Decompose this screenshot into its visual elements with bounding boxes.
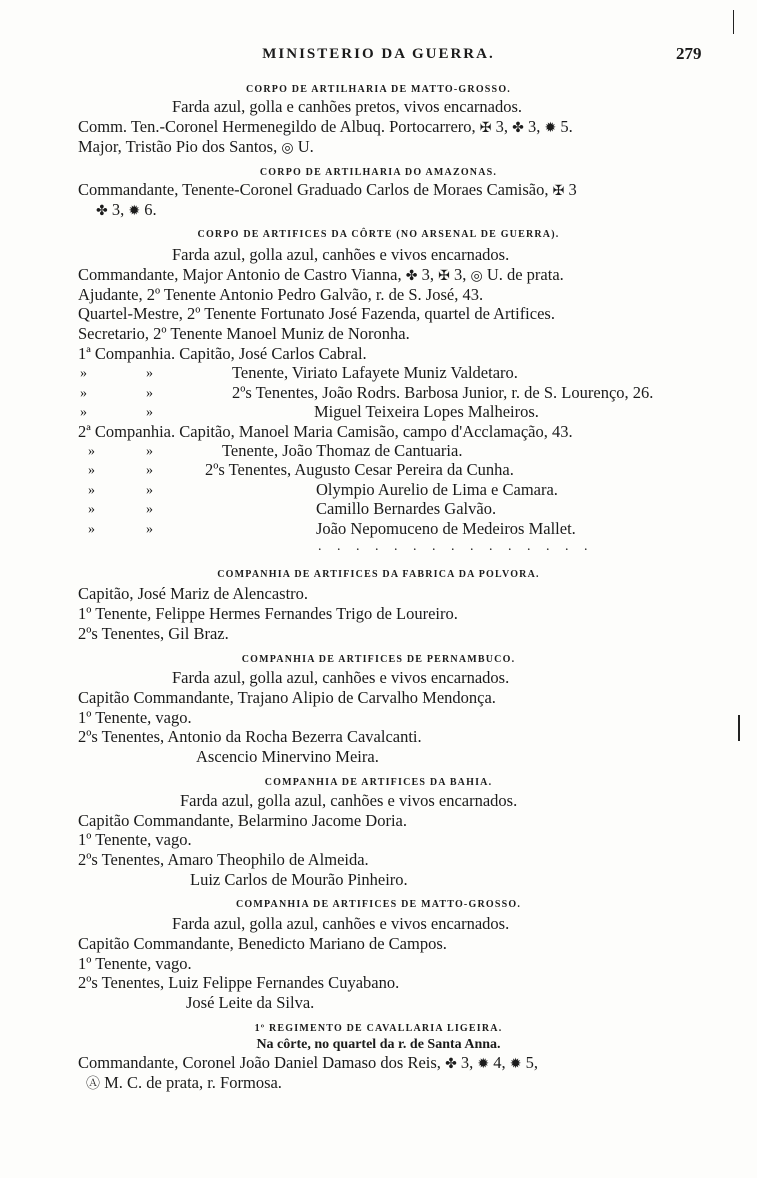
text-span: M. C. de prata, r. Formosa. [104,1073,282,1092]
text-line: Luiz Carlos de Mourão Pinheiro. [190,870,408,889]
text-line: 2ºs Tenentes, Amaro Theophilo de Almeida. [78,850,369,869]
ditto-mark: » [146,463,153,478]
rose-icon: ✤ [445,1057,457,1072]
text-span: Commandante, Major Antonio de Castro Vianna, [78,265,402,284]
page-number: 279 [676,44,702,63]
section-title: COMPANHIA DE ARTIFICES DE MATTO-GROSSO. [235,899,522,910]
ditto-mark: » [146,366,153,381]
section-title: COMPANHIA DE ARTIFICES DE PERNAMBUCO. [241,654,516,665]
uniform-line: Farda azul, golla azul, canhões e vivos encarnados. [172,668,510,687]
text-line [96,200,157,220]
text-span: 4, [493,1053,506,1072]
ditto-mark: » [88,483,95,498]
text-span: Major, Tristão Pio dos Santos, [78,137,278,156]
text-span: 3, [495,117,509,136]
text-span: U. [297,137,314,156]
text-line: 2ºs Tenentes, Augusto Cesar Pereira da Cunha. [205,460,514,479]
text-line: 1º Tenente, vago. [78,830,192,849]
text-span: 3, [460,1053,474,1072]
ditto-mark: » [146,483,153,498]
ditto-mark: » [146,502,153,517]
dotted-divider: . . . . . . . . . . . . . . . [318,539,594,554]
ditto-mark: » [80,366,87,381]
ditto-mark: » [146,444,153,459]
rose-icon: ✤ [512,121,524,136]
section-title: 1º REGIMENTO DE CAVALLARIA LIGEIRA. [254,1023,503,1034]
text-line: 1º Tenente, vago. [78,708,192,727]
section-title: CORPO DE ARTIFICES DA CÔRTE (NO ARSENAL DE GUERRA). [197,229,560,240]
text-line: Capitão Commandante, Belarmino Jacome Doria. [78,811,407,830]
cross-icon: ✠ [552,184,565,199]
text-span: 5. [560,117,573,136]
text-span: 3 [568,180,577,199]
text-line: Tenente, João Thomaz de Cantuaria. [222,441,463,460]
star-icon: ✹ [509,1057,522,1072]
text-span: U. de prata. [486,265,564,284]
text-line: Ajudante, 2º Tenente Antonio Pedro Galvão, r. de S. José, 43. [78,285,484,304]
text-line: 2ª Companhia. Capitão, Manoel Maria Camisão, campo d'Acclamação, 43. [78,422,573,441]
rose-icon: ✤ [96,204,108,219]
text-line [78,117,573,137]
text-line: 2ºs Tenentes, Luiz Felippe Fernandes Cuyabano. [78,973,400,992]
star-icon: ✹ [128,204,141,219]
text-line [78,1053,538,1073]
text-line [78,137,314,157]
ditto-mark: » [88,463,95,478]
text-line: 2ºs Tenentes, João Rodrs. Barbosa Junior, r. de S. Lourenço, 26. [232,383,654,402]
star-icon: ✹ [544,121,557,136]
circled-a-icon: Ⓐ [86,1077,100,1092]
running-title: MINISTERIO DA GUERRA. [262,46,495,62]
text-line: Capitão Commandante, Trajano Alipio de Carvalho Mendonça. [78,688,496,707]
text-span: 5, [525,1053,539,1072]
text-span: 3, [111,200,125,219]
text-line: Camillo Bernardes Galvão. [316,499,497,518]
text-line: Tenente, Viriato Lafayete Muniz Valdetaro. [232,363,518,382]
uniform-line: Farda azul, golla azul, canhões e vivos encarnados. [172,245,510,264]
uniform-line: Farda azul, golla azul, canhões e vivos encarnados. [180,791,518,810]
section-subtitle: Na côrte, no quartel da r. de Santa Anna. [256,1037,501,1052]
star-icon: ✹ [477,1057,490,1072]
text-span: Commandante, Coronel João Daniel Damaso dos Reis, [78,1053,441,1072]
margin-mark [738,715,740,741]
ditto-mark: » [80,405,87,420]
text-span: 3, [421,265,434,284]
text-line: José Leite da Silva. [186,993,315,1012]
ring-icon: ◎ [281,141,294,156]
text-span: 3, [453,265,467,284]
rose-icon: ✤ [405,269,418,284]
section-title: CORPO DE ARTILHARIA DO AMAZONAS. [259,167,498,178]
ditto-mark: » [146,405,153,420]
text-line [78,265,564,285]
text-line: 2ºs Tenentes, Antonio da Rocha Bezerra Cavalcanti. [78,727,422,746]
text-line: Capitão, José Mariz de Alencastro. [78,584,309,603]
text-line: 1º Tenente, Felippe Hermes Fernandes Trigo de Loureiro. [78,604,458,623]
text-line: Olympio Aurelio de Lima e Camara. [316,480,558,499]
margin-mark [733,10,734,34]
text-span: 6. [144,200,157,219]
section-title: COMPANHIA DE ARTIFICES DA BAHIA. [264,777,493,788]
ring-icon: ◎ [470,269,483,284]
text-line [78,180,577,200]
ditto-mark: » [88,444,95,459]
ditto-mark: » [88,522,95,537]
text-span: 3, [528,117,541,136]
ditto-mark: » [146,522,153,537]
text-span: Commandante, Tenente-Coronel Graduado Carlos de Moraes Camisão, [78,180,549,199]
ditto-mark: » [80,386,87,401]
text-line: Miguel Teixeira Lopes Malheiros. [314,402,539,421]
text-line [86,1073,282,1093]
section-title: COMPANHIA DE ARTIFICES DA FABRICA DA POLVORA. [217,569,540,580]
text-line: 1ª Companhia. Capitão, José Carlos Cabral. [78,344,367,363]
text-line: Ascencio Minervino Meira. [196,747,379,766]
cross-icon: ✠ [479,121,492,136]
ditto-mark: » [88,502,95,517]
ditto-mark: » [146,386,153,401]
text-line: Quartel-Mestre, 2º Tenente Fortunato José Fazenda, quartel de Artifices. [78,304,555,323]
cross-icon: ✠ [438,269,450,284]
section-title: CORPO DE ARTILHARIA DE MATTO-GROSSO. [245,84,511,95]
text-span: Comm. Ten.-Coronel Hermenegildo de Albuq. Portocarrero, [78,117,476,136]
text-line: 1º Tenente, vago. [78,954,192,973]
text-line: 2ºs Tenentes, Gil Braz. [78,624,229,643]
text-line: Capitão Commandante, Benedicto Mariano de Campos. [78,934,447,953]
text-line: Secretario, 2º Tenente Manoel Muniz de Noronha. [78,324,410,343]
uniform-line: Farda azul, golla e canhões pretos, vivos encarnados. [172,97,523,116]
text-line: João Nepomuceno de Medeiros Mallet. [316,519,576,538]
uniform-line: Farda azul, golla azul, canhões e vivos encarnados. [172,914,510,933]
